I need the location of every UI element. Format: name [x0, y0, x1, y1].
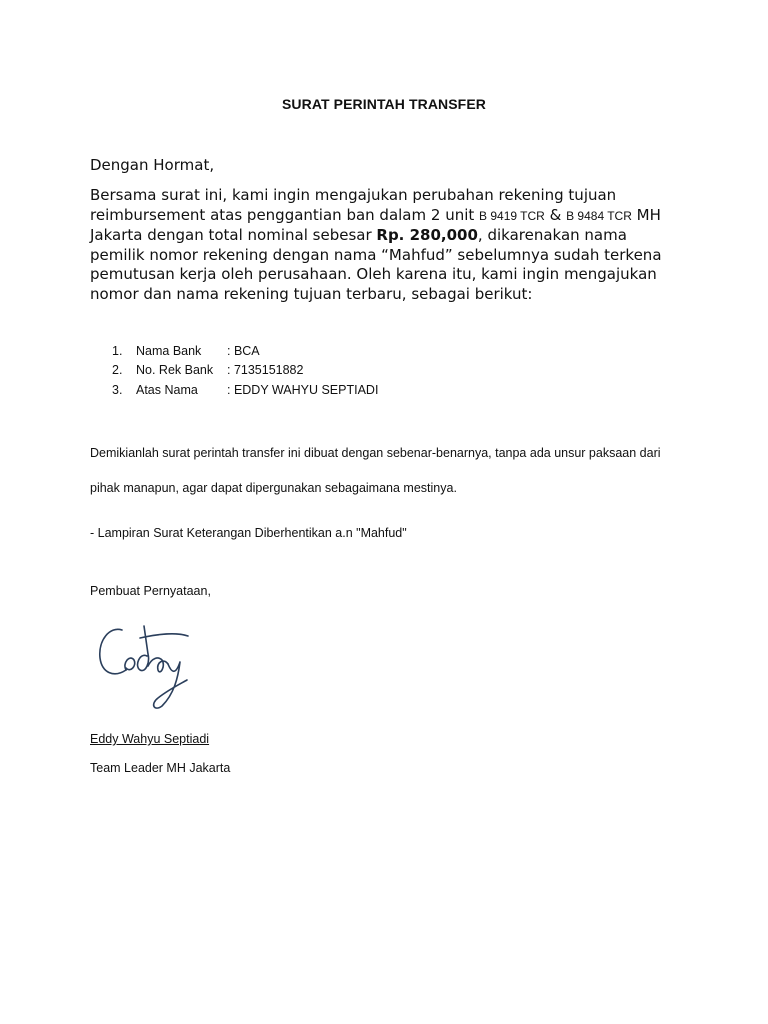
detail-label-account: No. Rek Bank — [136, 363, 214, 378]
attachment-note: - Lampiran Surat Keterangan Diberhentikan a.n "Mahfud" — [90, 526, 407, 540]
plate-number-1: B 9419 TCR — [479, 208, 545, 223]
letter-title: SURAT PERINTAH TRANSFER — [281, 96, 486, 112]
list-item — [112, 342, 378, 361]
signature-image — [92, 618, 202, 713]
body-paragraph — [90, 186, 680, 305]
detail-label-holder: Atas Nama — [136, 382, 198, 397]
body-text-part2: MH Jakarta dengan total nominal sebesar — [90, 205, 661, 245]
detail-value-account: : 7135151882 — [227, 363, 304, 378]
detail-value-holder: : EDDY WAHYU SEPTIADI — [227, 382, 379, 397]
plate-number-2: B 9484 TCR — [566, 208, 632, 223]
ampersand: & — [544, 205, 567, 224]
detail-label-bank: Nama Bank — [136, 344, 202, 358]
list-number: 3. — [112, 382, 123, 397]
signer-role: Team Leader MH Jakarta — [90, 761, 231, 775]
detail-value-bank: : BCA — [227, 344, 260, 358]
signer-name: Eddy Wahyu Septiadi — [90, 732, 210, 746]
list-item — [112, 381, 378, 400]
maker-label: Pembuat Pernyataan, — [90, 584, 211, 598]
greeting: Dengan Hormat, — [90, 156, 215, 174]
list-item — [112, 361, 378, 380]
amount: Rp. 280,000 — [376, 226, 478, 245]
list-number: 1. — [112, 344, 123, 358]
bank-details-list — [112, 342, 378, 400]
body-text-part3: , dikarenakan nama pemilik nomor rekening dengan nama “Mahfud” sebelumnya sudah terkena pemutusan kerja oleh perusahaan. Oleh karena itu, kami ingin mengajukan nomor dan nama rekening tujuan terbaru, sebagai berikut: — [90, 226, 662, 303]
list-number: 2. — [112, 363, 123, 378]
closing-paragraph: Demikianlah surat perintah transfer ini dibuat dengan sebenar-benarnya, tanpa ada unsur paksaan dari pihak manapun, agar dapat dipergunakan sebagaimana mestinya. — [90, 446, 661, 495]
body-text-part1: Bersama surat ini, kami ingin mengajukan perubahan rekening tujuan reimbursement atas penggantian ban dalam 2 unit — [90, 186, 617, 224]
